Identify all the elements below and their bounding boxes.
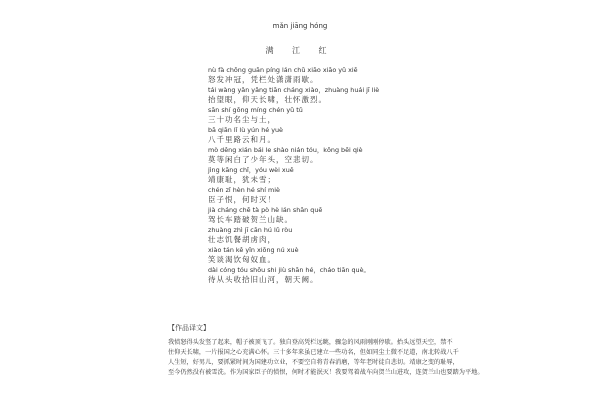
translation-line: 至今仍然没有被雪洗。作为国家臣子的愤恨，何时才能泯灭！我要驾着战车向贺兰山进攻，连贺兰山也要踏为平地。 bbox=[168, 369, 484, 376]
line-pinyin: xiào tán kě yǐn xiōng nú xuè bbox=[208, 246, 299, 254]
line-text: 八千里路云和月。 bbox=[208, 135, 276, 144]
poem-line bbox=[208, 246, 408, 265]
line-pinyin: bā qiān lǐ lù yún hé yuè bbox=[208, 126, 283, 134]
poem-title: 满 江 红 bbox=[265, 46, 335, 55]
line-pinyin: dài cóng tóu shōu shi jiù shān hé，cháo tiān què。 bbox=[208, 266, 370, 274]
poem-body bbox=[208, 66, 408, 286]
poem-line bbox=[208, 126, 408, 145]
poem-line bbox=[208, 226, 408, 245]
poem-line bbox=[208, 266, 408, 285]
line-pinyin: jìng kāng chǐ，yóu wèi xuě bbox=[208, 166, 294, 174]
line-text: 待从头收拾旧山河，朝天阙。 bbox=[208, 275, 319, 284]
poem-line bbox=[208, 206, 408, 225]
line-text: 莫等闲白了少年头，空悲切。 bbox=[208, 155, 319, 164]
line-pinyin: zhuàng zhì jī cān hú lǔ ròu bbox=[208, 226, 293, 234]
title-pinyin: mǎn jiāng hóng bbox=[272, 22, 328, 30]
line-text: 笑谈渴饮匈奴血。 bbox=[208, 255, 276, 264]
line-pinyin: tái wàng yǎn yǎng tiān cháng xiào，zhuàng huái jī liè bbox=[208, 86, 380, 94]
line-pinyin: mò děng xián bái le shào nián tóu，kōng bēi qiè bbox=[208, 146, 363, 154]
poem-line bbox=[208, 186, 408, 205]
line-text: 抬望眼，仰天长啸，壮怀激烈。 bbox=[208, 95, 327, 104]
poem-line bbox=[208, 166, 408, 185]
line-text: 臣子恨，何时灭！ bbox=[208, 195, 276, 204]
line-pinyin: jià cháng chē tà pò hè lán shān quē bbox=[208, 206, 323, 214]
poem-line bbox=[208, 86, 408, 105]
poem-line bbox=[208, 146, 408, 165]
line-text: 三十功名尘与土， bbox=[208, 115, 276, 124]
line-text: 驾长车踏破贺兰山缺。 bbox=[208, 215, 293, 224]
line-pinyin: nù fà chōng guān píng lán chǔ xiāo xiāo yǔ xiē bbox=[208, 66, 358, 74]
line-text: 怒发冲冠，凭栏处潇潇雨歇。 bbox=[208, 75, 319, 84]
poem-line bbox=[208, 66, 408, 85]
line-pinyin: sān shí gōng míng chén yǔ tǔ bbox=[208, 106, 303, 114]
translation-line: 我愤怒得头发竖了起来，帽子被顶飞了。独自登高凭栏远眺，骤急的风雨刚刚停歇。抬头远望天空，禁不 bbox=[168, 339, 453, 346]
translation-line: 人生短，好男儿，要抓紧时间为国建功立业，不要空自将青春消磨，等年老时徒自悲切。靖康之变的耻辱， bbox=[168, 359, 459, 366]
translation-body bbox=[168, 338, 588, 378]
line-text: 靖康耻，犹未雪； bbox=[208, 175, 276, 184]
line-pinyin: chén zǐ hèn hé shí miè bbox=[208, 186, 280, 194]
line-text: 壮志饥餐胡虏肉， bbox=[208, 235, 276, 244]
poem-line bbox=[208, 106, 408, 125]
translation-heading: 【作品译文】 bbox=[168, 324, 210, 332]
translation-line: 住仰天长啸，一片报国之心充满心怀。三十多年来虽已建立一些功名，但如同尘土微不足道，南北转战八千 bbox=[168, 349, 459, 356]
